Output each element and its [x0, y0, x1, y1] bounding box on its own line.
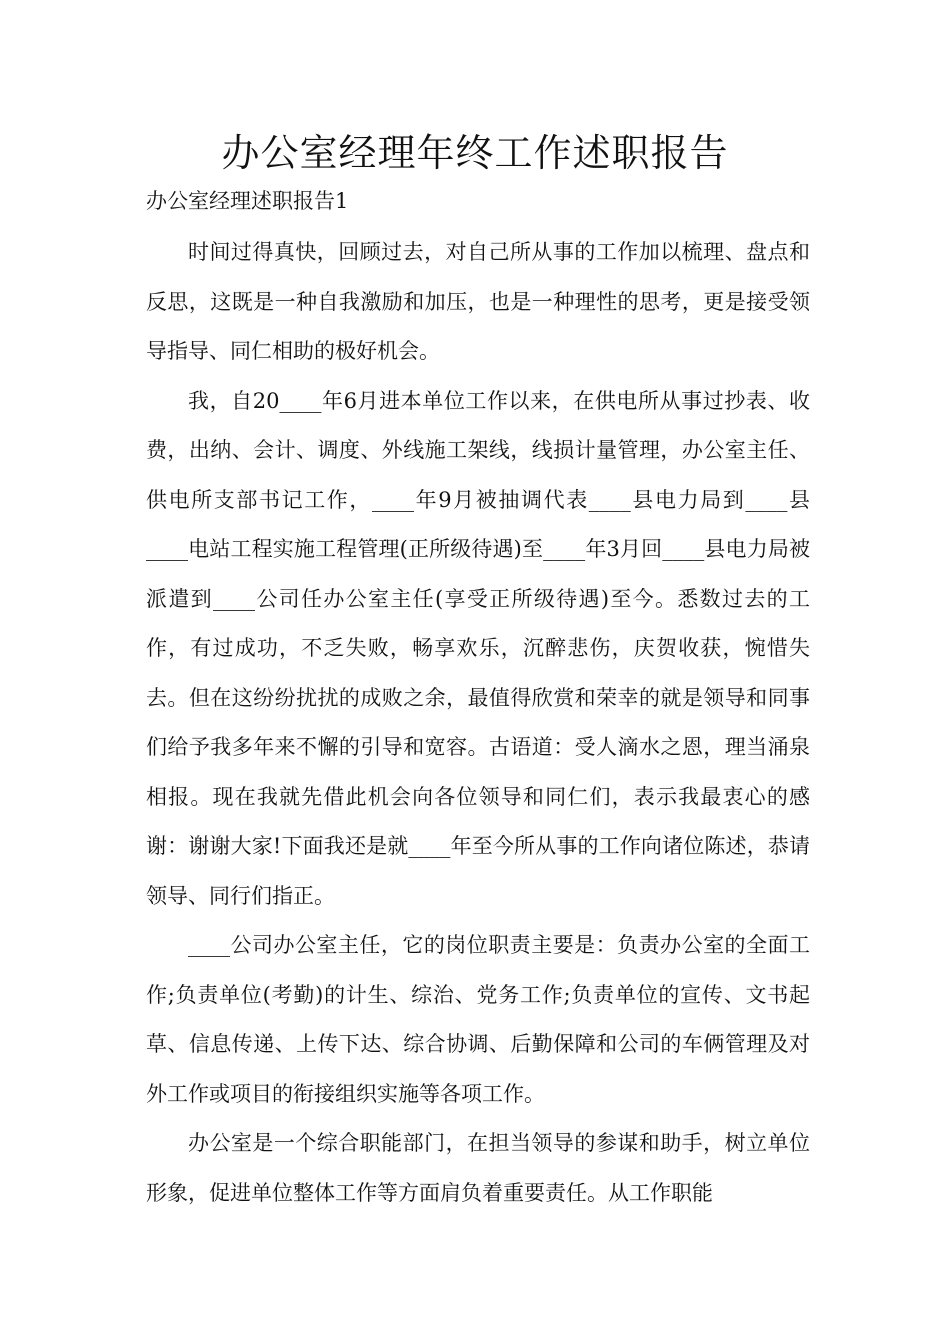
paragraph-4: 办公室是一个综合职能部门，在担当领导的参谋和助手，树立单位形象，促进单位整体工作等方面肩负着重要责任。从工作职能	[146, 1131, 810, 1205]
paragraph-3: ____公司办公室主任，它的岗位职责主要是：负责办公室的全面工作;负责单位(考勤)的计生、综治、党务工作;负责单位的宣传、文书起草、信息传递、上传下达、综合协调、后勤保障和公司的车俩管理及对外工作或项目的衔接组织实施等各项工作。	[146, 933, 810, 1106]
document-body	[146, 228, 810, 1218]
document-title: 办公室经理年终工作述职报告	[221, 131, 729, 175]
document-subtitle: 办公室经理述职报告1	[146, 189, 349, 213]
paragraph-2: 我，自20____年6月进本单位工作以来，在供电所从事过抄表、收费，出纳、会计、调度、外线施工架线，线损计量管理，办公室主任、供电所支部书记工作，____年9月被抽调代表____县电力局到____县____电站工程实施工程管理(正所级待遇)至____年3月回____县电力局被派遣到____公司任办公室主任(享受正所级待遇)至今。悉数过去的工作，有过成功，不乏失败，畅享欢乐，沉醉悲伤，庆贺收获，惋惜失去。但在这纷纷扰扰的成败之余，最值得欣赏和荣幸的就是领导和同事们给予我多年来不懈的引导和宽容。古语道：受人滴水之恩，理当涌泉相报。现在我就先借此机会向各位领导和同仁们，表示我最衷心的感谢：谢谢大家!下面我还是就____年至今所从事的工作向诸位陈述，恭请领导、同行们指正。	[146, 388, 810, 908]
paragraph-1: 时间过得真快，回顾过去，对自己所从事的工作加以梳理、盘点和反思，这既是一种自我激励和加压，也是一种理性的思考，更是接受领导指导、同仁相助的极好机会。	[146, 240, 810, 363]
